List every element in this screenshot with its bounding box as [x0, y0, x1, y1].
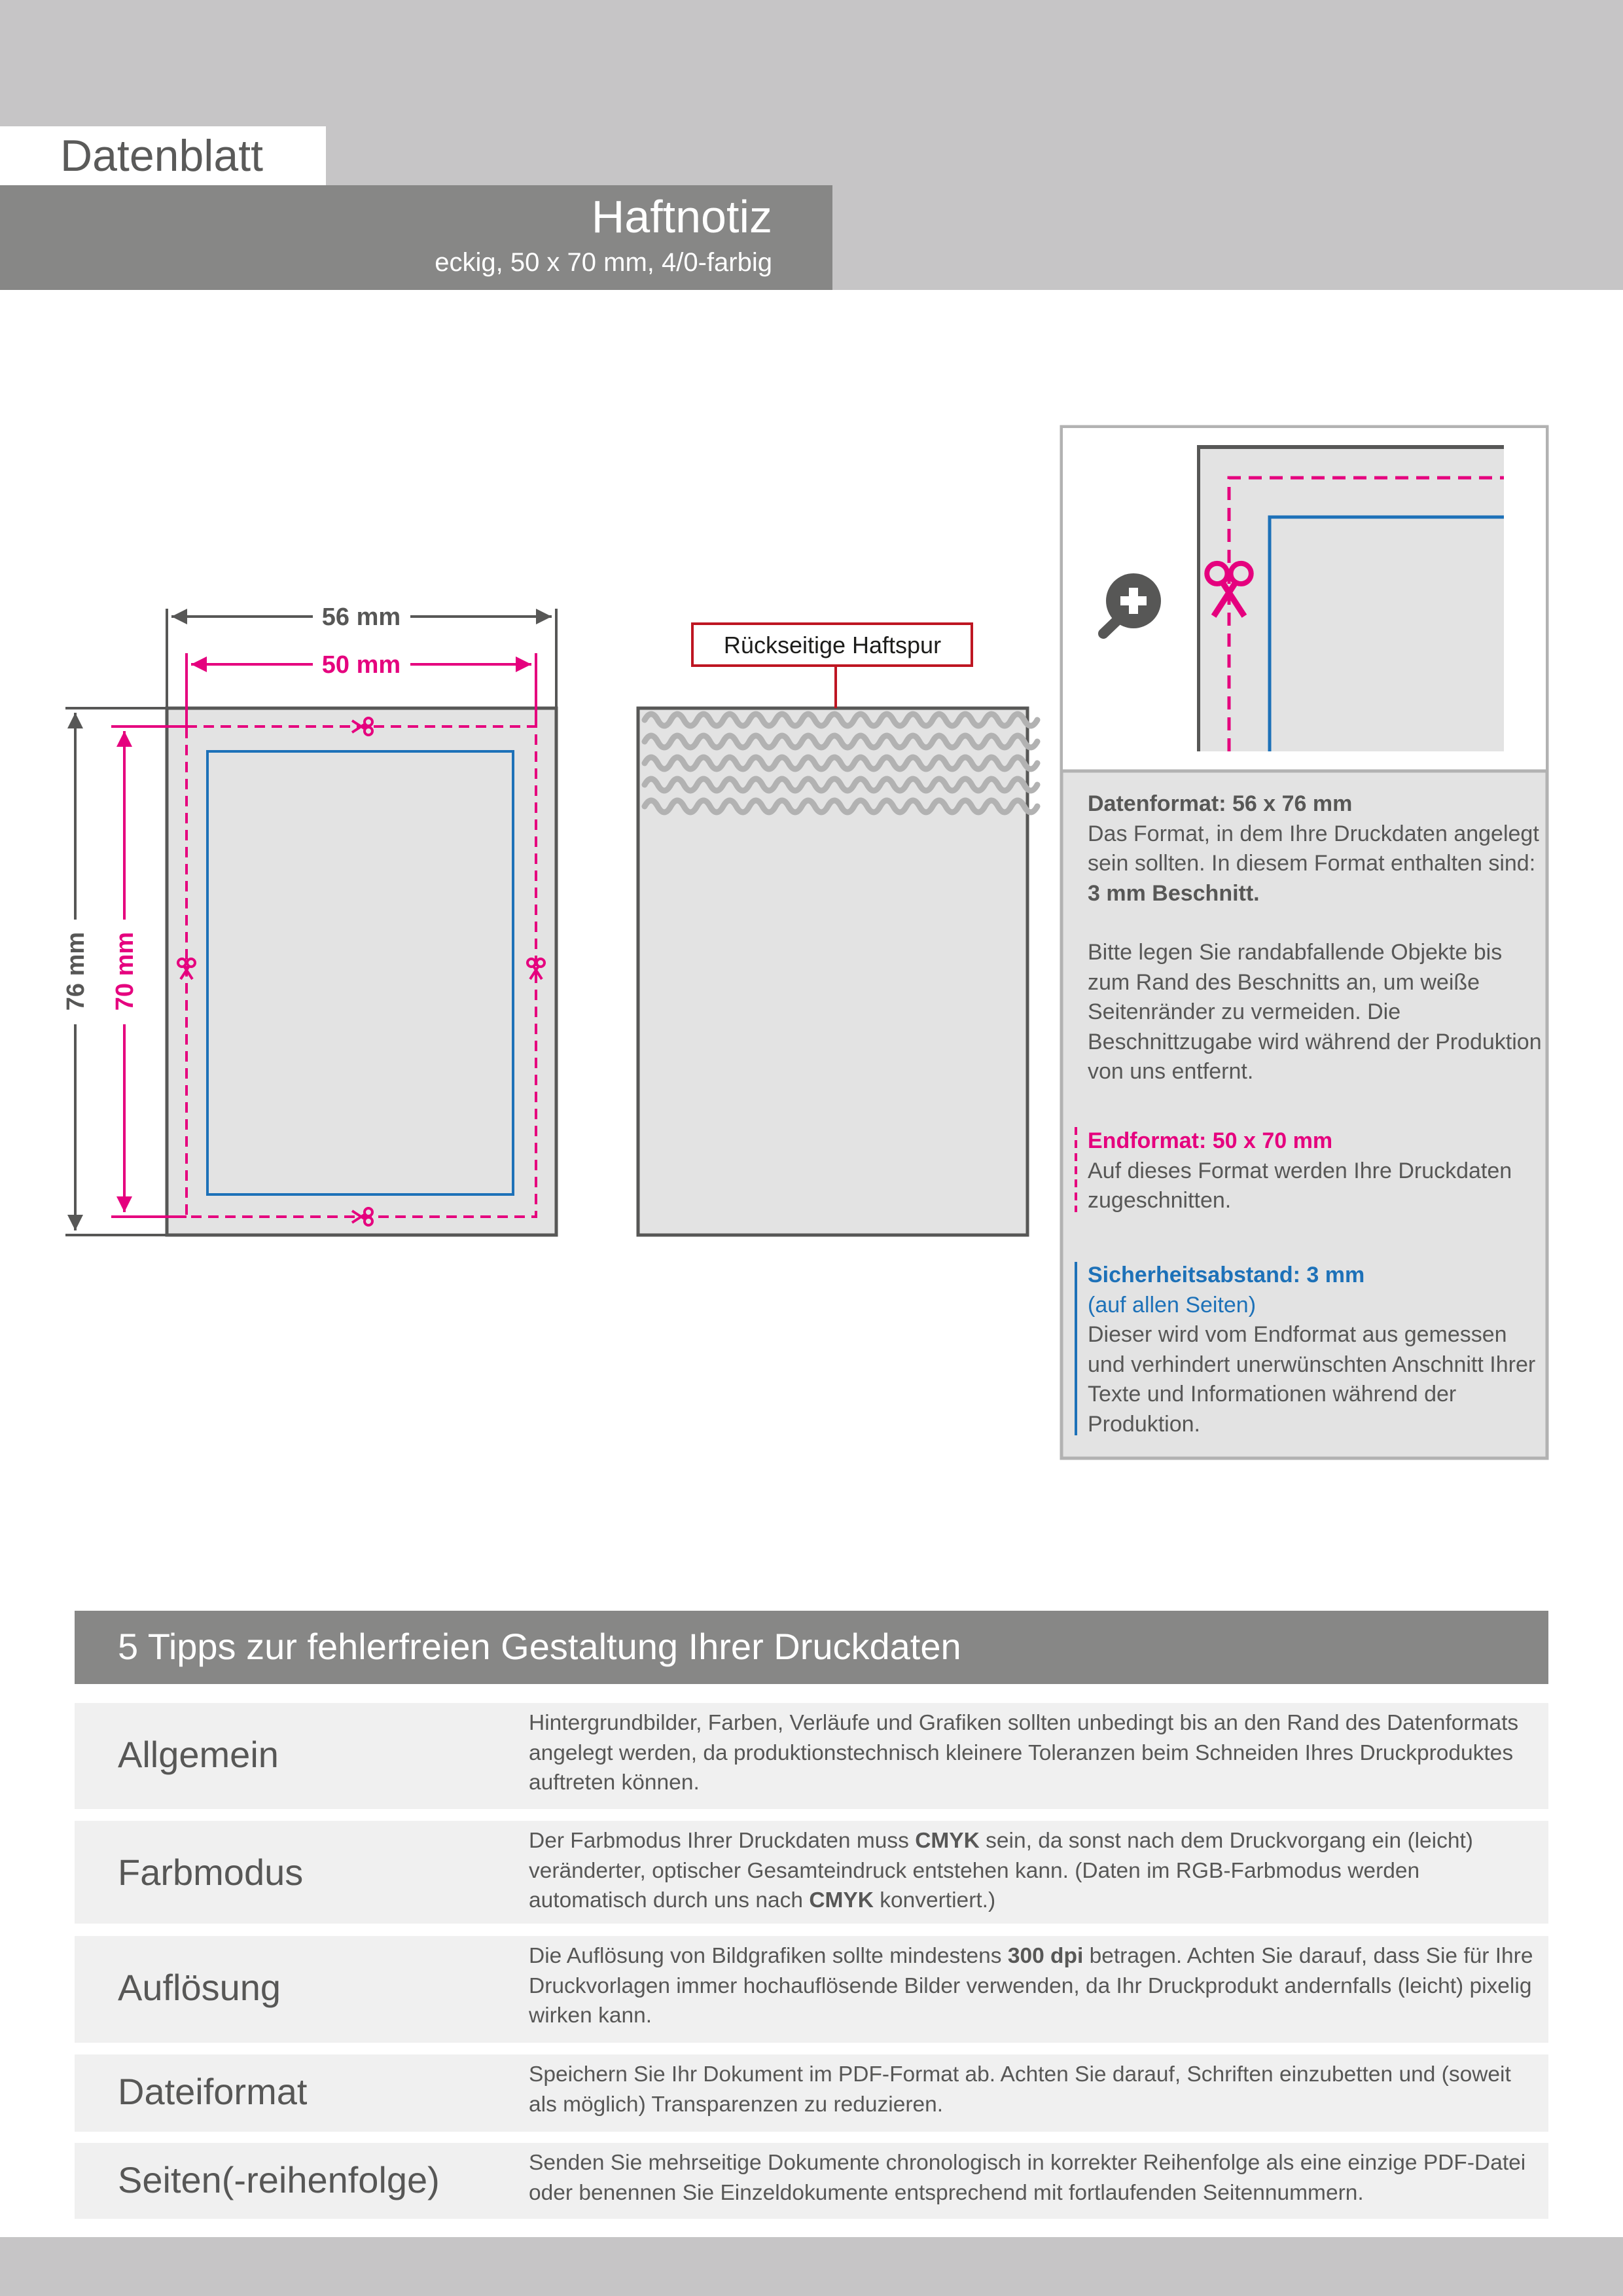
bleed-note: Bitte legen Sie randabfallende Objekte bis zum Rand des Beschnitts an, um weiße Seitenränder zu vermeiden. Die Beschnittzugabe wird während der Produktion von uns entfernt.: [1088, 940, 1542, 1084]
tips-heading-bar: [75, 1611, 1548, 1684]
safe-margin-block: [1088, 1261, 1546, 1439]
back-sheet: [638, 624, 1037, 1235]
datasheet-label: Datenblatt: [60, 131, 263, 181]
tip-row: [75, 1703, 1548, 1809]
height-inner-label: 70 mm: [111, 931, 139, 1011]
footer-band: [0, 2237, 1623, 2296]
tip-text: Der Farbmodus Ihrer Druckdaten muss CMYK sein, da sonst nach dem Druckvorgang ein (leicht) veränderter, optischer Gesamteindruck entstehen kann. (Daten im RGB-Farbmodus werden automatisch durch uns nach CMYK konvertiert.): [529, 1829, 1473, 1912]
tip-text: Senden Sie mehrseitige Dokumente chronologisch in korrekter Reihenfolge als eine einzige PDF-Datei oder benennen Sie Einzeldokumente entsprechend mit fortlaufenden Seitennummern.: [529, 2151, 1526, 2205]
width-outer-label: 56 mm: [321, 603, 401, 631]
end-format-block: [1088, 1126, 1546, 1216]
tip-label: Farbmodus: [118, 1852, 304, 1893]
tip-row: [75, 1821, 1548, 1924]
height-outer-label: 76 mm: [62, 931, 90, 1011]
end-format-text: Auf dieses Format werden Ihre Druckdaten zugeschnitten.: [1088, 1158, 1512, 1213]
tip-text: Speichern Sie Ihr Dokument im PDF-Format ab. Achten Sie darauf, Schriften einzubetten und (soweit als möglich) Transparenzen zu reduzieren.: [529, 2062, 1511, 2117]
tip-label: Dateiformat: [118, 2071, 308, 2112]
safe-margin-text: Dieser wird vom Endformat aus gemessen und verhindert unerwünschten Anschnitt Ihrer Texte und Informationen während der Produktion.: [1088, 1322, 1536, 1437]
safe-margin-sub: (auf allen Seiten): [1088, 1292, 1257, 1318]
data-format-title: Datenformat: 56 x 76 mm: [1088, 791, 1353, 816]
safe-margin-title: Sicherheitsabstand: 3 mm: [1088, 1263, 1365, 1287]
end-format-title: Endformat: 50 x 70 mm: [1088, 1128, 1333, 1153]
product-title: Haftnotiz: [591, 191, 772, 242]
tip-text: Hintergrundbilder, Farben, Verläufe und Grafiken sollten unbedingt bis an den Rand des Datenformats angelegt werden, da produktionstechnisch kleinere Toleranzen beim Schneiden Ihres Druckproduktes auftreten können.: [529, 1711, 1519, 1795]
data-format-text: Das Format, in dem Ihre Druckdaten angelegt sein sollten. In diesem Format enthalten sind: 3 mm Beschnitt.: [1088, 821, 1539, 906]
width-inner-label: 50 mm: [321, 651, 401, 679]
data-format-area: [167, 708, 556, 1235]
product-subtitle: eckig, 50 x 70 mm, 4/0-farbig: [435, 248, 772, 277]
tip-row: [75, 2143, 1548, 2219]
tip-row: [75, 2054, 1548, 2132]
tip-label: Seiten(-reihenfolge): [118, 2159, 440, 2200]
tips-heading: 5 Tipps zur fehlerfreien Gestaltung Ihrer Druckdaten: [118, 1626, 961, 1667]
tip-label: Auflösung: [118, 1967, 281, 2008]
front-sheet: [167, 708, 556, 1235]
tip-row: [75, 1936, 1548, 2043]
adhesive-label: Rückseitige Haftspur: [723, 632, 942, 658]
tip-label: Allgemein: [118, 1734, 279, 1775]
format-info: [1088, 789, 1546, 1437]
tip-text: Die Auflösung von Bildgrafiken sollte mindestens 300 dpi betragen. Achten Sie darauf, dass Sie für Ihre Druckvorlagen immer hochauflösende Bilder verwenden, da Ihr Druckprodukt andernfalls (leicht) pixelig wirken kann.: [529, 1944, 1533, 2028]
